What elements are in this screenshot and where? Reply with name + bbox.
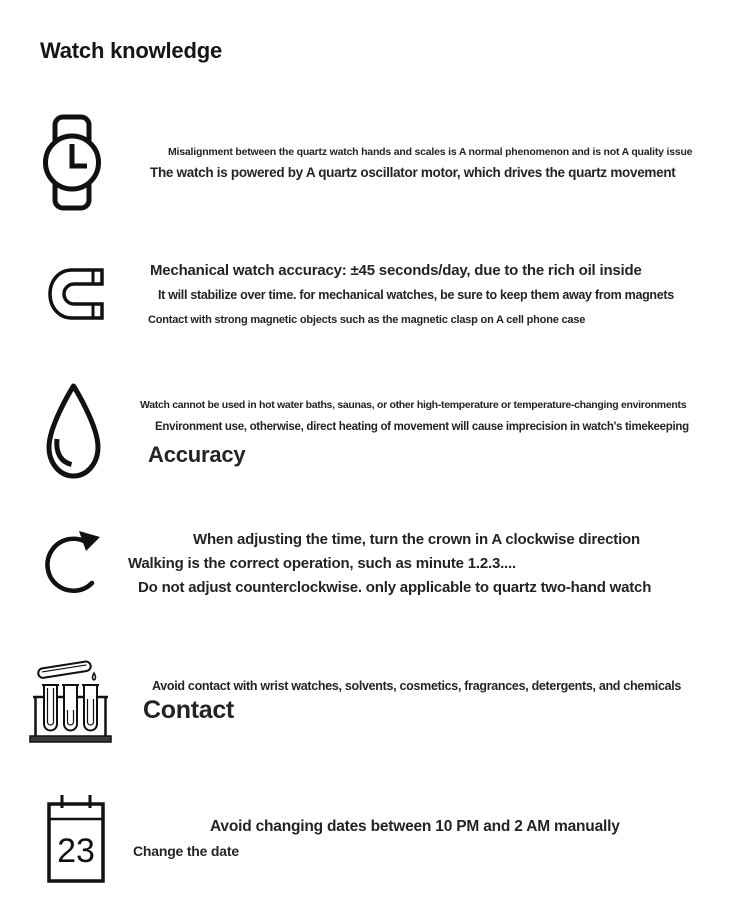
change-date-label: Change the date	[133, 843, 239, 859]
chemical-contact-text: Avoid contact with wrist watches, solvents, cosmetics, fragrances, detergents, and chemicals	[152, 679, 682, 693]
quartz-movement-text: The watch is powered by A quartz oscillator motor, which drives the quartz movement	[150, 165, 676, 180]
calendar-date-number: 23	[57, 832, 95, 870]
magnet-warning-text: It will stabilize over time. for mechanical watches, be sure to keep them away from magnets	[158, 288, 674, 302]
page-title: Watch knowledge	[40, 38, 222, 63]
quartz-misalignment-note: Misalignment between the quartz watch hands and scales is A normal phenomenon and is not A quality issue	[168, 146, 693, 158]
accuracy-heading: Accuracy	[148, 442, 246, 467]
correct-operation-text: Walking is the correct operation, such as minute 1.2.3....	[128, 555, 516, 572]
water-drop-icon	[42, 381, 105, 486]
hot-water-warning-text: Watch cannot be used in hot water baths, saunas, or other high-temperature or temperature-changing environments	[140, 399, 687, 411]
clockwise-direction-text: When adjusting the time, turn the crown in A clockwise direction	[193, 531, 640, 548]
clockwise-arrow-icon	[42, 527, 106, 602]
date-change-warning-text: Avoid changing dates between 10 PM and 2 AM manually	[210, 818, 620, 835]
heat-imprecision-text: Environment use, otherwise, direct heating of movement will cause imprecision in watch's timekeeping	[155, 421, 689, 433]
test-tubes-icon	[28, 647, 113, 752]
counterclockwise-warning-text: Do not adjust counterclockwise. only applicable to quartz two-hand watch	[138, 579, 652, 596]
magnet-icon	[45, 263, 107, 330]
wristwatch-icon	[42, 114, 102, 216]
magnetic-objects-text: Contact with strong magnetic objects such as the magnetic clasp on A cell phone case	[148, 314, 586, 326]
mechanical-accuracy-text: Mechanical watch accuracy: ±45 seconds/day, due to the rich oil inside	[150, 262, 642, 279]
calendar-icon	[45, 792, 107, 890]
contact-heading: Contact	[143, 696, 234, 724]
